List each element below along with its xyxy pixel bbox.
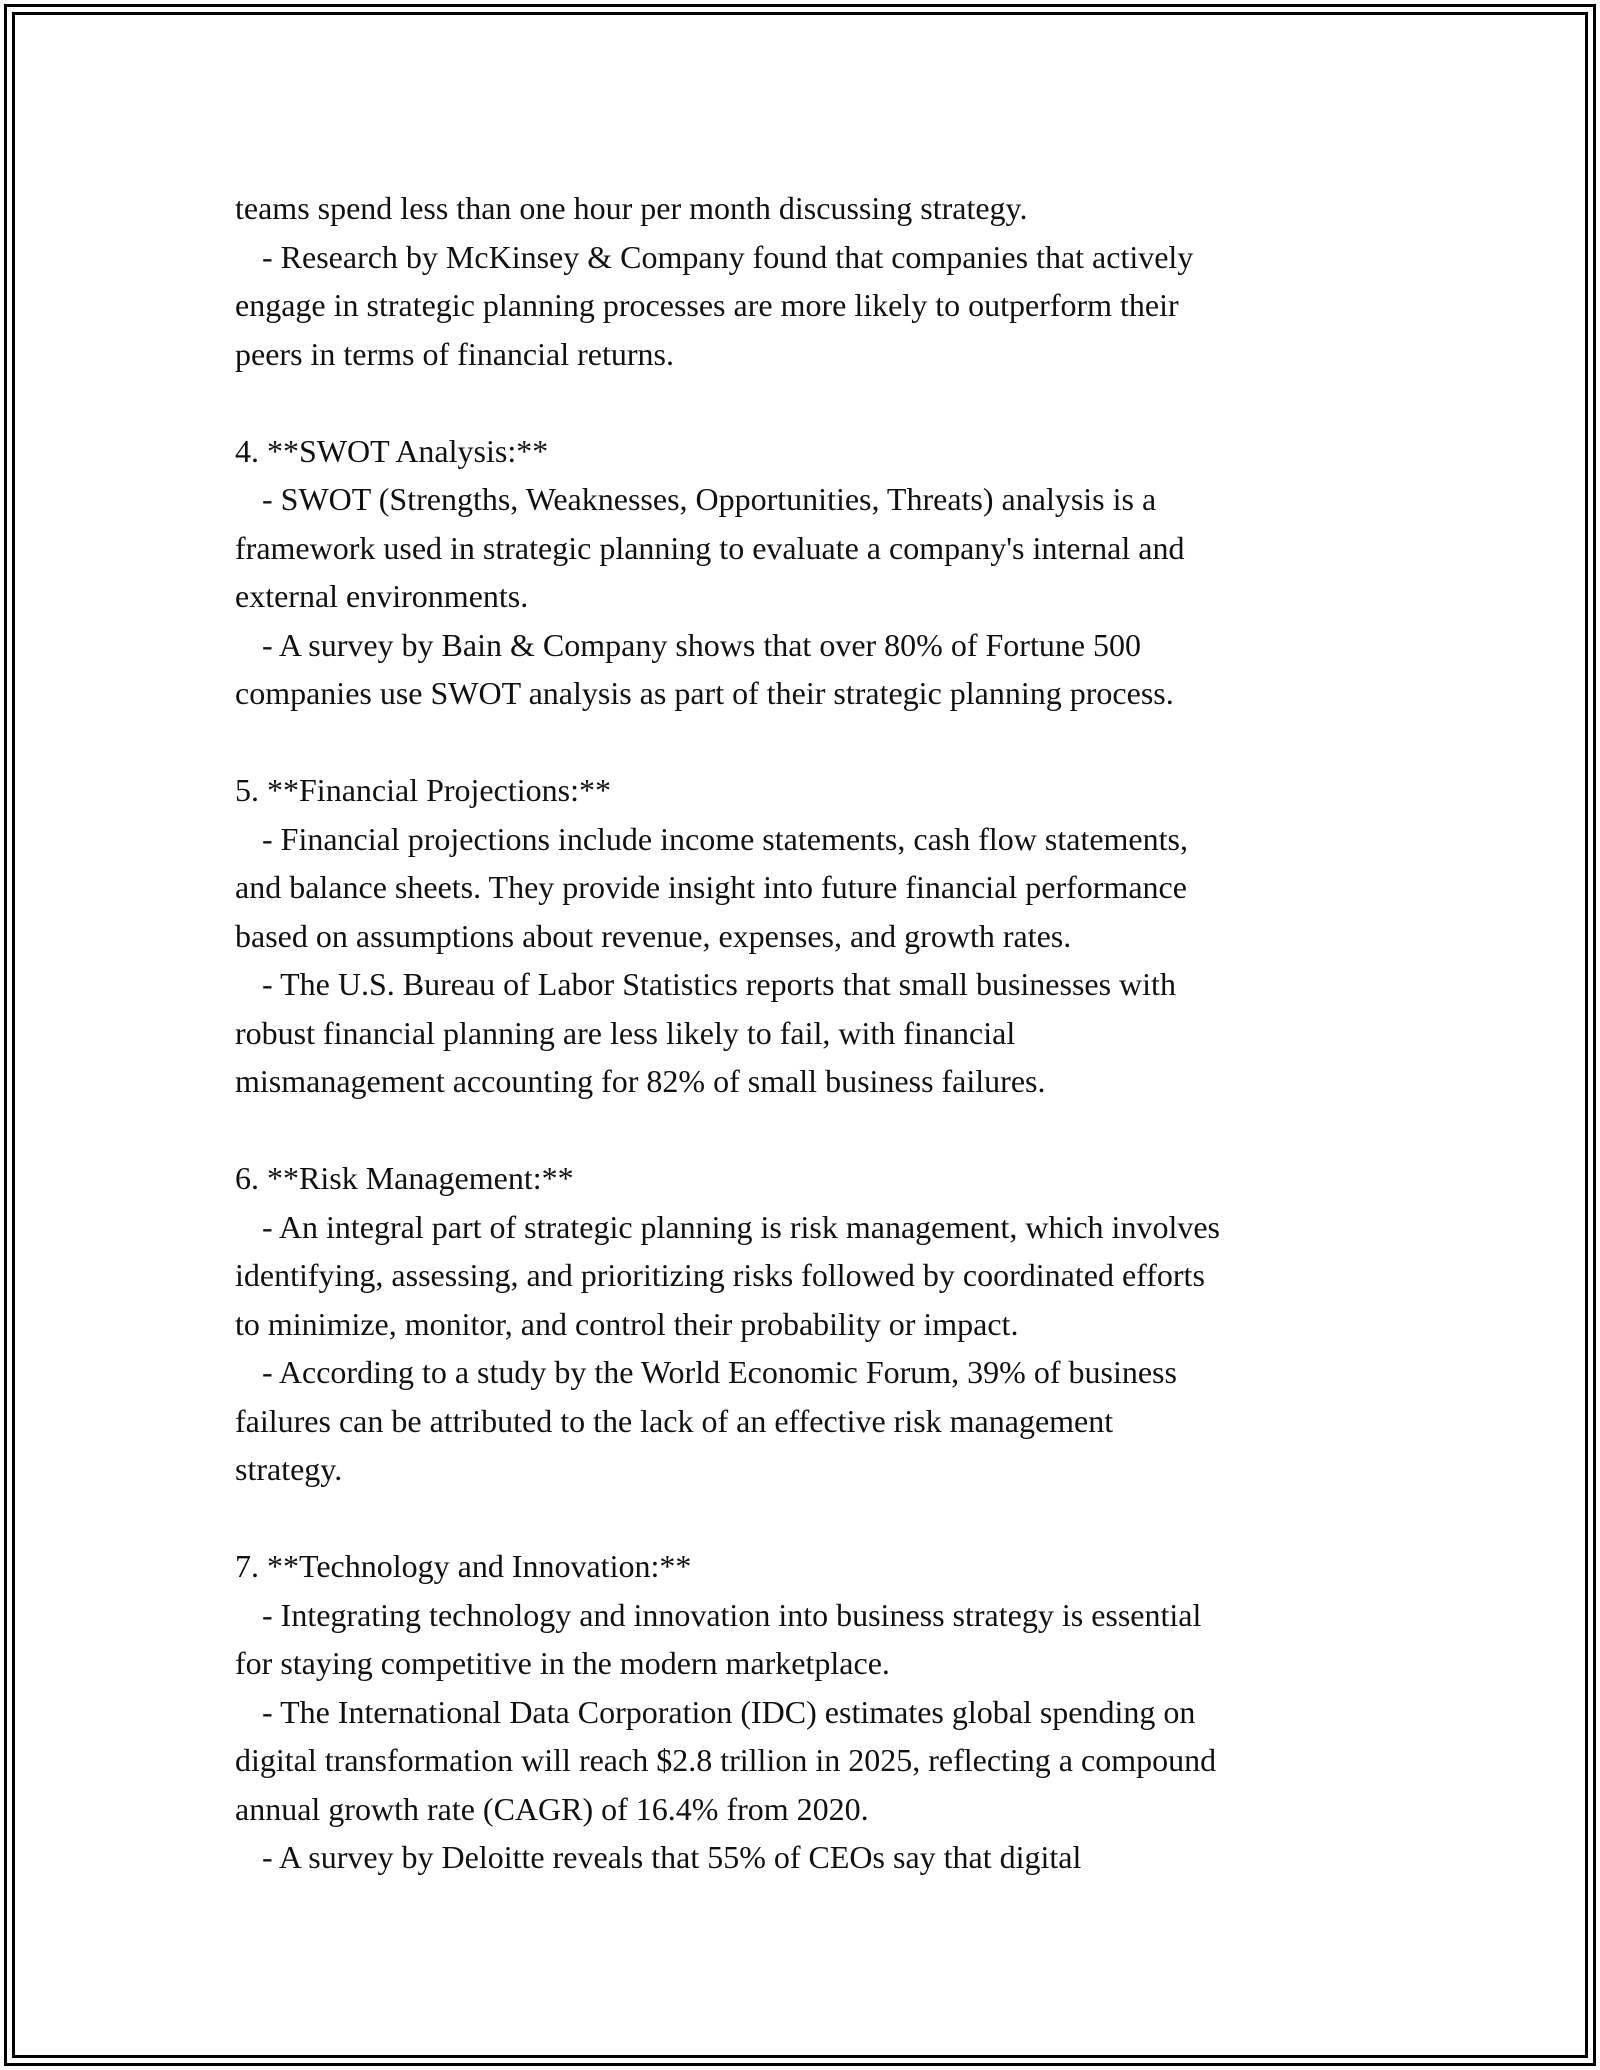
paragraph-gap	[235, 1106, 1415, 1155]
text-line: robust financial planning are less likely to fail, with financial	[235, 1014, 1016, 1051]
bullet-line: - SWOT (Strengths, Weaknesses, Opportunities, Threats) analysis is a	[262, 481, 1157, 517]
text-line: teams spend less than one hour per month discussing strategy.	[235, 190, 1028, 226]
section-heading-risk-management: 6. **Risk Management:**	[235, 1160, 574, 1196]
text-line: engage in strategic planning processes are more likely to outperform their	[235, 287, 1179, 323]
paragraph-gap	[235, 378, 1415, 427]
text-line: external environments.	[235, 578, 529, 614]
text-line: and balance sheets. They provide insight into future financial performance	[235, 869, 1187, 905]
section-heading-technology-innovation: 7. **Technology and Innovation:**	[235, 1548, 692, 1584]
text-line: for staying competitive in the modern marketplace.	[235, 1645, 890, 1681]
bullet-line: - A survey by Deloitte reveals that 55% of CEOs say that digital	[262, 1839, 1082, 1875]
text-line: mismanagement accounting for 82% of small business failures.	[235, 1063, 1046, 1099]
text-line: companies use SWOT analysis as part of their strategic planning process.	[235, 675, 1174, 711]
bullet-line: - Research by McKinsey & Company found that companies that actively	[262, 238, 1194, 275]
document-body	[235, 184, 1415, 1882]
bullet-line: - Integrating technology and innovation into business strategy is essential	[262, 1596, 1202, 1633]
text-line: failures can be attributed to the lack of an effective risk management	[235, 1402, 1114, 1439]
text-line: digital transformation will reach $2.8 trillion in 2025, reflecting a compound	[235, 1742, 1217, 1778]
text-line: to minimize, monitor, and control their probability or impact.	[235, 1305, 1019, 1342]
bullet-line: - Financial projections include income statements, cash flow statements,	[262, 820, 1188, 857]
text-line: peers in terms of financial returns.	[235, 335, 674, 372]
bullet-line: - According to a study by the World Economic Forum, 39% of business	[262, 1354, 1177, 1390]
text-line: identifying, assessing, and prioritizing risks followed by coordinated efforts	[235, 1257, 1205, 1293]
text-line: strategy.	[235, 1451, 343, 1487]
section-heading-financial-projections: 5. **Financial Projections:**	[235, 772, 611, 808]
text-line: annual growth rate (CAGR) of 16.4% from 2020.	[235, 1790, 869, 1827]
text-line: framework used in strategic planning to evaluate a company's internal and	[235, 529, 1185, 566]
bullet-line: - The U.S. Bureau of Labor Statistics reports that small businesses with	[262, 966, 1176, 1002]
section-heading-swot: 4. **SWOT Analysis:**	[235, 432, 549, 469]
text-line: based on assumptions about revenue, expenses, and growth rates.	[235, 917, 1072, 954]
bullet-line: - The International Data Corporation (IDC) estimates global spending on	[262, 1693, 1196, 1730]
paragraph-gap	[235, 718, 1415, 767]
paragraph-gap	[235, 1494, 1415, 1543]
bullet-line: - An integral part of strategic planning is risk management, which involves	[262, 1208, 1220, 1245]
bullet-line: - A survey by Bain & Company shows that over 80% of Fortune 500	[262, 626, 1142, 663]
